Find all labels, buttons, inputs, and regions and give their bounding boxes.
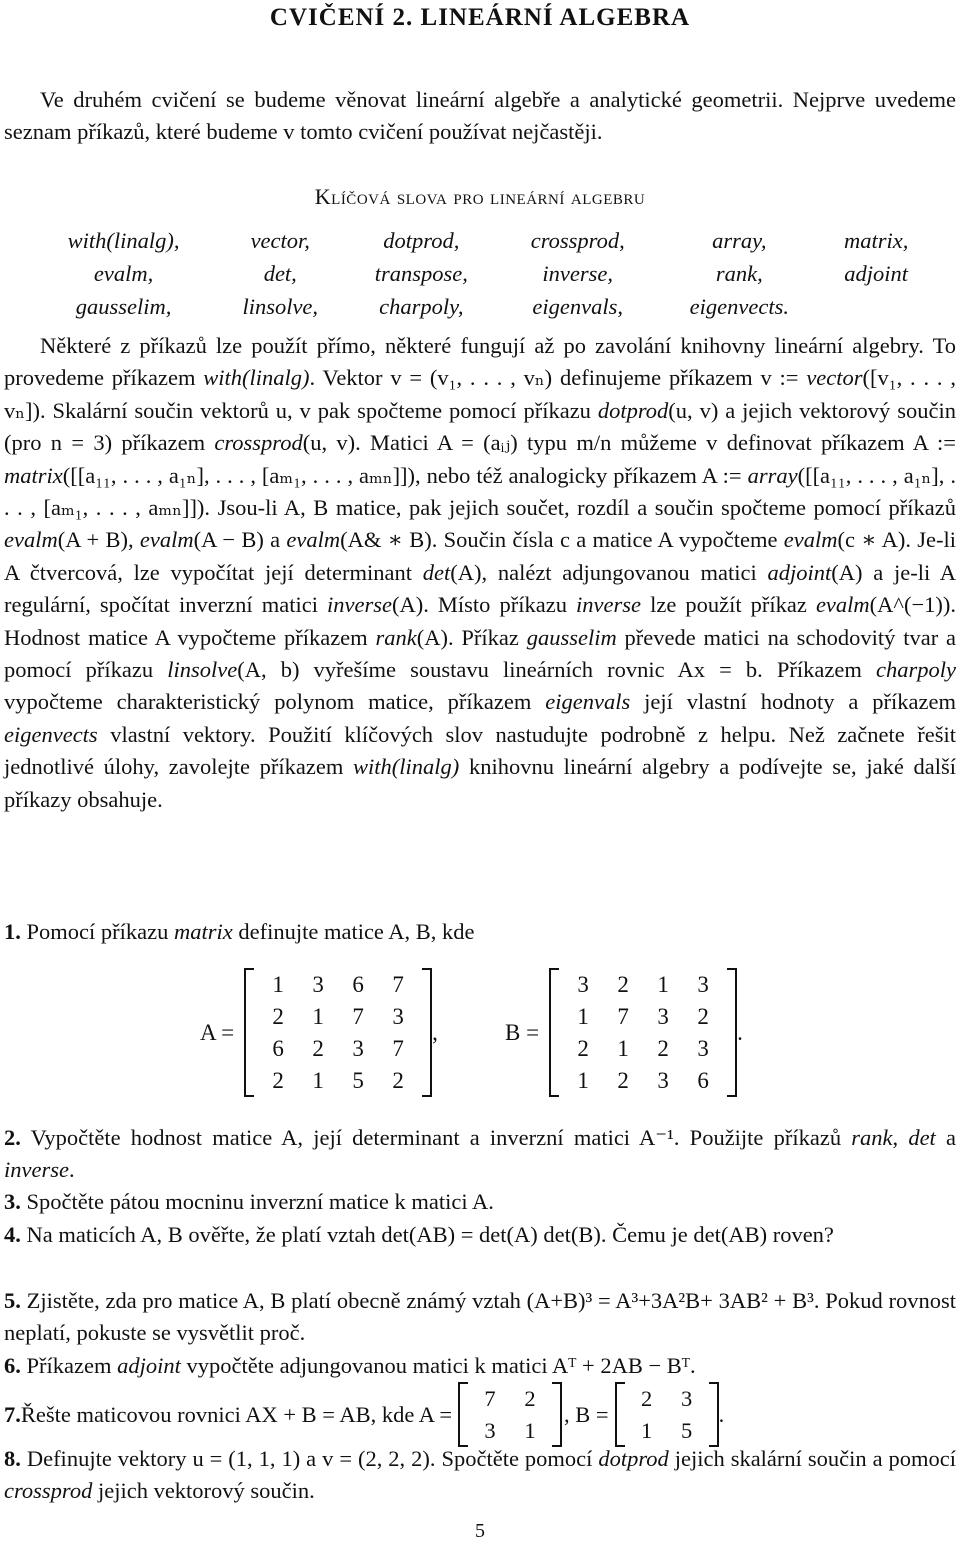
text: , B = xyxy=(564,1401,609,1427)
matrix-cell: 2 xyxy=(392,1068,404,1093)
matrix-cell: 1 xyxy=(312,1068,324,1093)
text: Vypočtěte hodnost matice A, její determinant a inverzní matici A⁻¹. Použijte příkazů xyxy=(20,1125,852,1150)
matrix-cell: 6 xyxy=(697,1068,709,1093)
text: (A − B) a xyxy=(193,527,287,553)
matrix-cell: 6 xyxy=(272,1036,284,1061)
exercise-number: 8. xyxy=(4,1446,21,1471)
matrix-cell: 2 xyxy=(272,1068,284,1093)
keyword: inverse, xyxy=(542,260,614,286)
text: jejich skalární součin a pomocí xyxy=(668,1446,957,1471)
keywords-row xyxy=(30,224,930,257)
matrix-cell: 2 xyxy=(641,1386,653,1411)
exercise-number: 3. xyxy=(4,1189,21,1214)
intro-paragraph: Ve druhém cvičení se budeme věnovat lineární algebře a analytické geometrii. Nejprve uvedeme seznam příkazů, které budeme v tomto cvičení používat nejčastěji. xyxy=(4,87,956,145)
text: ([[a₁₁, . . . , a₁ₙ], . . . , [aₘ₁, . . . , aₘₙ]]). Jsou-li A, B matice, pak jejich součet, rozdíl a součin spočteme pomocí příkazů xyxy=(4,462,956,521)
matrix-cell: 3 xyxy=(312,972,324,997)
left-bracket xyxy=(615,1382,625,1447)
matrix-cell: 2 xyxy=(697,1004,709,1029)
text: . xyxy=(68,1157,75,1183)
matrix-grid xyxy=(254,968,422,1097)
matrix-cell: 7 xyxy=(484,1386,496,1411)
matrix-cell: 1 xyxy=(524,1418,536,1443)
command: eigenvals xyxy=(545,689,631,715)
matrix-cell: 3 xyxy=(697,972,709,997)
command: inverse xyxy=(576,592,642,618)
matrix-cell: 3 xyxy=(681,1386,693,1411)
keywords-heading: Klíčová slova pro lineární algebru xyxy=(314,184,646,209)
punctuation: . xyxy=(718,1401,725,1427)
text: Řešte maticovou rovnici AX + B = AB, kde A = xyxy=(20,1401,453,1427)
keyword: adjoint xyxy=(844,260,909,286)
right-bracket xyxy=(709,1382,719,1447)
text: (u, v). Matici A = (aᵢⱼ) typu m/n můžeme v definovat příkazem A := xyxy=(302,430,956,456)
punctuation: . xyxy=(737,1019,743,1045)
command: evalm xyxy=(286,527,341,553)
text: její vlastní hodnoty a příkazem xyxy=(630,689,956,715)
command: det xyxy=(908,1125,936,1150)
exercise-2 xyxy=(4,1122,956,1187)
text: (u, v) a jejich vektorový součin (pro n = 3) příkazem xyxy=(4,397,956,456)
left-bracket xyxy=(458,1382,468,1447)
command: linsolve xyxy=(167,657,238,683)
matrix-cell: 3 xyxy=(392,1004,404,1029)
matrix-7a xyxy=(458,1382,562,1447)
text: (A, b) vyřešíme soustavu lineárních rovnic Ax = b. Příkazem xyxy=(237,657,877,683)
matrix-grid xyxy=(468,1382,552,1447)
text: (A). Příkaz xyxy=(416,624,527,650)
text: (A& ∗ B). Součin čísla c a matice A vypočteme xyxy=(340,527,784,553)
command: inverse xyxy=(327,592,392,618)
text: Spočtěte pátou mocninu inverzní matice k matici A. xyxy=(20,1189,494,1214)
matrix-cell: 7 xyxy=(392,972,404,997)
matrix-cell: 1 xyxy=(617,1036,629,1061)
exercise-4 xyxy=(4,1219,956,1251)
command: eigenvects xyxy=(4,721,98,747)
exercise-6 xyxy=(4,1350,956,1382)
matrix-cell: 2 xyxy=(577,1036,589,1061)
punctuation: , xyxy=(432,1019,438,1045)
matrix-cell: 7 xyxy=(392,1036,404,1061)
keyword: eigenvects. xyxy=(689,293,789,319)
command: with(linalg) xyxy=(353,754,460,780)
matrix-cell: 2 xyxy=(272,1004,284,1029)
matrix-cell: 2 xyxy=(524,1386,536,1411)
command: evalm xyxy=(139,527,194,553)
exercise-3 xyxy=(4,1186,956,1218)
exercise-5 xyxy=(4,1285,956,1350)
text: (c ∗ A). Je-li A čtvercová, lze vypočítat její determinant xyxy=(4,527,956,585)
matrix-grid xyxy=(625,1382,709,1447)
matrix-cell: 3 xyxy=(484,1418,496,1443)
exercise-number: 6. xyxy=(4,1353,21,1378)
exercise-number: 2. xyxy=(4,1125,21,1150)
matrix-a xyxy=(200,968,438,1097)
page-title: CVIČENÍ 2. LINEÁRNÍ ALGEBRA xyxy=(269,4,691,31)
command: array xyxy=(747,462,798,488)
keyword: dotprod, xyxy=(383,227,460,253)
text: ([[a₁₁, . . . , a₁ₙ], . . . , [aₘ₁, . . . , aₘₙ]]), nebo též analogicky příkazem A := xyxy=(62,462,748,488)
keyword: gausselim, xyxy=(75,293,172,319)
keyword xyxy=(822,290,930,323)
body-paragraph xyxy=(4,330,956,816)
command: dotprod xyxy=(597,397,669,423)
text: Některé z příkazů lze použít přímo, některé fungují až po zavolání knihovny lineární algebry. To provedeme příkazem xyxy=(4,333,956,391)
matrix-cell: 1 xyxy=(577,1004,589,1029)
command: matrix xyxy=(173,919,233,944)
command: vector xyxy=(806,365,863,391)
text: vypočteme charakteristický polynom matice, příkazem xyxy=(4,689,546,715)
text: (A^(−1)). Hodnost matice A vypočteme příkazem xyxy=(4,592,957,650)
matrix-cell: 1 xyxy=(577,1068,589,1093)
keyword: eigenvals, xyxy=(532,293,624,319)
command: dotprod xyxy=(598,1446,669,1471)
keyword: linsolve, xyxy=(242,293,319,319)
keyword: crossprod, xyxy=(530,227,625,253)
exercise-number: 4. xyxy=(4,1222,21,1247)
keyword: det, xyxy=(263,260,297,286)
exercise-1 xyxy=(4,916,956,948)
matrix-cell: 2 xyxy=(657,1036,669,1061)
matrix-cell: 3 xyxy=(577,972,589,997)
matrix-cell: 1 xyxy=(312,1004,324,1029)
page-number: 5 xyxy=(475,1520,485,1542)
text: Pomocí příkazu xyxy=(20,919,174,944)
left-bracket xyxy=(549,968,559,1097)
text: (A). Místo příkazu xyxy=(392,592,577,618)
text: (A + B), xyxy=(57,527,140,553)
matrix-cell: 6 xyxy=(352,972,364,997)
matrix-cell: 1 xyxy=(272,972,284,997)
keyword: evalm, xyxy=(93,260,154,286)
right-bracket xyxy=(727,968,737,1097)
command: evalm xyxy=(815,592,870,618)
command: evalm xyxy=(783,527,838,553)
text: , xyxy=(892,1125,909,1150)
matrix-cell: 1 xyxy=(641,1418,653,1443)
command: matrix xyxy=(4,462,63,488)
text: ([v₁, . . . , vₙ]). Skalární součin vektorů u, v pak spočteme pomocí příkazu xyxy=(4,365,956,423)
right-bracket xyxy=(422,968,432,1097)
right-bracket xyxy=(552,1382,562,1447)
keyword: rank, xyxy=(715,260,763,286)
keyword: charpoly, xyxy=(379,293,464,319)
exercise-number: 5. xyxy=(4,1288,21,1313)
text: převede matici na schodovitý tvar a pomocí příkazu xyxy=(4,624,956,683)
text: (A) a je-li A regulární, spočítat inverzní matici xyxy=(4,559,956,618)
keyword: array, xyxy=(712,227,767,253)
matrix-cell: 5 xyxy=(681,1418,693,1443)
keyword: with(linalg), xyxy=(67,227,180,253)
matrix-cell: 3 xyxy=(697,1036,709,1061)
command: evalm xyxy=(4,527,58,553)
text: vlastní vektory. Použití klíčových slov nastudujte podrobně z helpu. Než začnete řešit jednotlivé úlohy, zavolejte příkazem xyxy=(4,721,956,780)
matrix-cell: 2 xyxy=(617,1068,629,1093)
text: . Vektor v = (v₁, . . . , vₙ) definujeme příkazem v := xyxy=(309,365,807,391)
matrix-bracket xyxy=(549,968,737,1097)
text: vypočtěte adjungovanou matici k matici Aᵀ + 2AB − Bᵀ. xyxy=(180,1353,696,1378)
keywords-table xyxy=(30,224,930,323)
command: adjoint xyxy=(767,559,832,585)
matrix-bracket xyxy=(244,968,432,1097)
command: rank xyxy=(851,1125,893,1150)
command: inverse xyxy=(4,1157,69,1183)
matrix-cell: 2 xyxy=(312,1036,324,1061)
matrix-label: A = xyxy=(200,1019,235,1045)
text: a xyxy=(935,1125,956,1150)
matrix-cell: 2 xyxy=(617,972,629,997)
keywords-row xyxy=(30,257,930,290)
keywords-row xyxy=(30,290,930,323)
matrix-cell: 1 xyxy=(657,972,669,997)
text: knihovnu lineární algebry a podívejte se, jaké další příkazy obsahuje. xyxy=(4,754,956,812)
keyword: transpose, xyxy=(374,260,468,286)
text: Zjistěte, zda pro matice A, B platí obecně známý vztah (A+B)³ = A³+3A²B+ 3AB² + B³. Pokud rovnost neplatí, pokuste se vysvětlit proč. xyxy=(4,1288,956,1346)
text: Definujte vektory u = (1, 1, 1) a v = (2, 2, 2). Spočtěte pomocí xyxy=(20,1446,599,1471)
left-bracket xyxy=(244,968,254,1097)
exercise-number: 1. xyxy=(4,919,21,944)
matrix-cell: 3 xyxy=(657,1068,669,1093)
exercise-number: 7. xyxy=(4,1401,21,1427)
command: crossprod xyxy=(4,1478,93,1504)
matrix-cell: 7 xyxy=(617,1004,629,1029)
command: adjoint xyxy=(117,1353,181,1378)
matrix-label: B = xyxy=(505,1019,540,1045)
matrix-grid xyxy=(559,968,727,1097)
keyword: vector, xyxy=(250,227,310,253)
text: lze použít příkaz xyxy=(641,592,816,618)
command: crossprod xyxy=(214,430,303,456)
command: charpoly xyxy=(876,657,956,683)
matrix-cell: 5 xyxy=(352,1068,364,1093)
matrix-7b xyxy=(615,1382,719,1447)
matrix-cell: 3 xyxy=(352,1036,364,1061)
text: (A), nalézt adjungovanou matici xyxy=(450,559,768,585)
matrix-cell: 7 xyxy=(352,1004,364,1029)
text: definujte matice A, B, kde xyxy=(232,919,475,944)
command: det xyxy=(422,559,451,585)
command: with(linalg) xyxy=(203,365,310,391)
text: Příkazem xyxy=(20,1353,118,1378)
text: jejich vektorový součin. xyxy=(92,1478,315,1504)
exercise-8 xyxy=(4,1443,956,1508)
command: gausselim xyxy=(526,624,617,650)
keyword: matrix, xyxy=(843,227,909,253)
text: Na maticích A, B ověřte, že platí vztah det(AB) = det(A) det(B). Čemu je det(AB) roven? xyxy=(20,1222,834,1247)
command: rank xyxy=(375,624,417,650)
matrix-b xyxy=(505,968,743,1097)
exercise-7 xyxy=(4,1382,724,1447)
matrix-cell: 3 xyxy=(657,1004,669,1029)
